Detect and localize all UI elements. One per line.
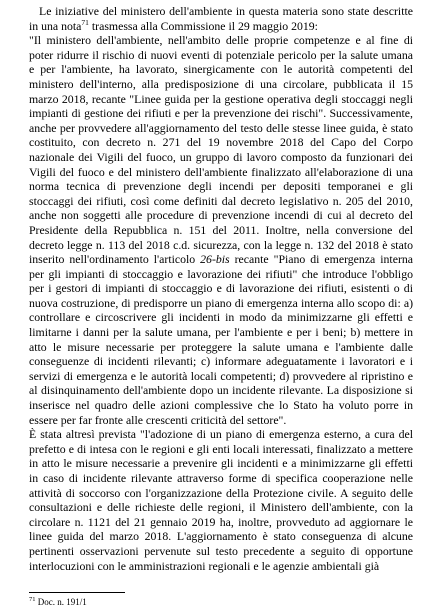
ministry-quote <box>29 33 413 427</box>
footnote-divider <box>29 592 125 593</box>
document-body <box>29 4 413 573</box>
footnote-text: Doc. n. 191/1 <box>35 597 87 607</box>
intro-text-end: trasmessa alla Commissione il 29 maggio 2019: <box>88 18 318 33</box>
article-italic: 26-bis <box>200 252 230 267</box>
footnote <box>29 597 87 608</box>
quote-text-part1: "Il ministero dell'ambiente, nell'ambito delle proprie competenze e al fine di poter ridurre il rischio di nuovi eventi di potenziale pericolo per la salute umana e per l'ambiente, ha lavorato, sinergicamente con le autorità competenti del ministero dell'interno, alla predisposizione di una circolare, pubblicata il 15 marzo 2018, recante "Linee guida per la gestione operativa degli stoccaggi negli impianti di gestione dei rifiuti e per la prevenzione dei rischi". Successivamente, anche per provvedere all'aggiornamento del testo delle stesse linee guida, è stato costituito, con decreto n. 271 del 19 novembre 2018 del Capo del Corpo nazionale dei Vigili del fuoco, un gruppo di lavoro composto da funzionari dei Vigili del fuoco e del ministero dell'ambiente finalizzato all'elaborazione di una norma tecnica di prevenzione degli incendi per depositi temporanei e gli stoccaggi dei rifiuti, così come definiti dal decreto legislativo n. 205 del 2010, anche non soggetti alle procedure di prevenzione incendi di cui al decreto del Presidente della Repubblica n. 151 del 2011. Inoltre, nella conversione del decreto legge n. 113 del 2018 c.d. sicurezza, con la legge n. 132 del 2018 è stato inserito nell'ordinamento l'articolo <box>29 33 413 267</box>
quote-text-part2: recante "Piano di emergenza interna per gli impianti di stoccaggio e lavorazione dei rifiuti" che introduce l'obbligo per i gestori di impianti di stoccaggio e di lavorazione dei rifiuti, esistenti o di nuova costruzione, di predisporre un piano di emergenza interna allo scopo di: a) controllare e circoscrivere gli incidenti in modo da minimizzarne gli effetti e limitarne i danni per la salute umana, per l'ambiente e per i beni; b) mettere in atto le misure necessarie per proteggere la salute umana e l'ambiente dalle conseguenze di incidenti rilevanti; c) informare adeguatamente i lavoratori e i servizi di emergenza e le autorità locali competenti; d) provvedere al ripristino e al disinquinamento dell'ambiente dopo un incidente rilevante. La disposizione si inserisce nel quadro delle azioni complessive che lo Stato ha voluto porre in essere per far fronte alle crescenti criticità del settore". <box>29 252 414 427</box>
intro-paragraph <box>29 4 413 33</box>
emergency-plan-paragraph: È stata altresì prevista "l'adozione di un piano di emergenza esterno, a cura del prefetto e di intesa con le regioni e gli enti locali interessati, finalizzato a mettere in atto le misure necessarie a prevenire gli incidenti e a minimizzarne gli effetti in caso di incidente rilevante attraverso forme di specifica cooperazione nelle attività di soccorso con l'organizzazione della Protezione civile. A seguito delle consultazioni e delle richieste delle regioni, il Ministero dell'ambiente, con la circolare n. 1121 del 21 gennaio 2019 ha, inoltre, provveduto ad aggiornare le linee guida del marzo 2018. L'aggiornamento è stato conseguenza di alcune pertinenti osservazioni pervenute sul testo precedente a seguito di opportune interlocuzioni con le amministrazioni regionali e le agenzie ambientali già <box>29 427 413 573</box>
footnote-reference[interactable]: 71 <box>81 17 89 27</box>
footnote-number: 71 <box>29 596 36 603</box>
intro-text: Le iniziative del ministero dell'ambiente in questa materia sono state descritte in una nota <box>29 4 413 33</box>
